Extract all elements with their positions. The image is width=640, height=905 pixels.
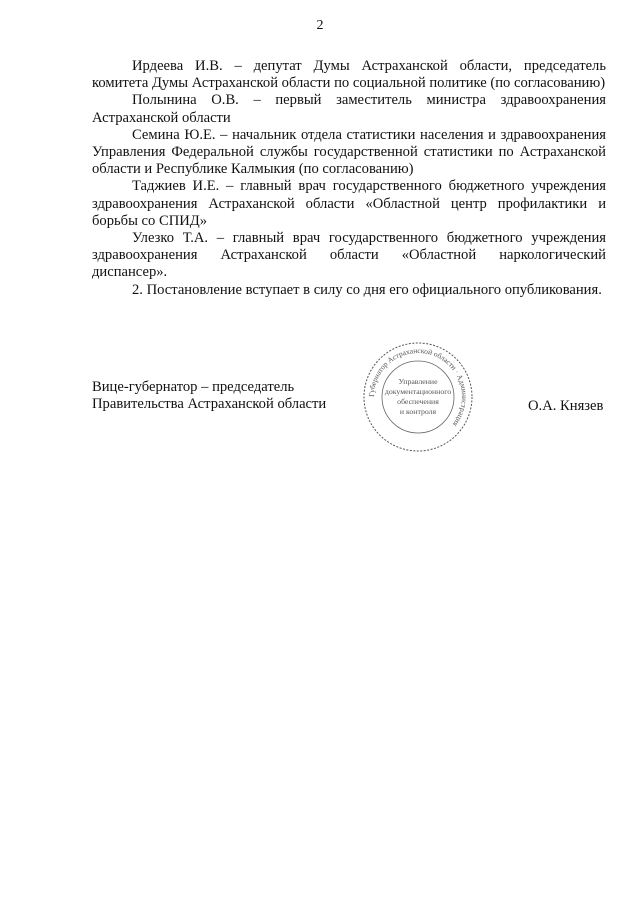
position-line-2: Правительства Астраханской области (92, 396, 327, 413)
stamp-center-line: обеспечения (397, 397, 439, 406)
member-ulezko: Улезко Т.А. – главный врач государственного бюджетного учреждения здравоохранения Астраханской области «Областной наркологический диспансер». (92, 230, 606, 281)
member-semina: Семина Ю.Е. – начальник отдела статистики населения и здравоохранения Управления Федеральной службы государственной статистики по Астраханской области и Республике Калмыкия (по согласованию) (92, 126, 606, 178)
official-stamp (362, 338, 474, 456)
member-tadzhiev: Таджиев И.Е. – главный врач государственного бюджетного учреждения здравоохранения Астраханской области «Областной центр профилактики и борьбы со СПИД» (92, 178, 606, 229)
stamp-ring-text: Губернатор Астраханской области · Администрация (366, 345, 470, 429)
signatory-name: О.А. Князев (528, 398, 604, 414)
member-polynina: Полынина О.В. – первый заместитель министра здравоохранения Астраханской области (92, 92, 606, 126)
position-line-1: Вице-губернатор – председатель (92, 379, 295, 395)
signatory-position (92, 379, 326, 414)
member-ideeva: Ирдеева И.В. – депутат Думы Астраханской области, председатель комитета Думы Астраханской области по социальной политике (по согласованию) (92, 58, 606, 92)
clause-2: 2. Постановление вступает в силу со дня его официального опубликования. (132, 281, 602, 298)
stamp-center-line: и контроля (399, 407, 437, 416)
page-number: 2 (316, 18, 324, 33)
document-body (92, 58, 606, 299)
stamp-center-line: Управление (398, 377, 438, 386)
stamp-center-line: документационного (384, 387, 452, 396)
